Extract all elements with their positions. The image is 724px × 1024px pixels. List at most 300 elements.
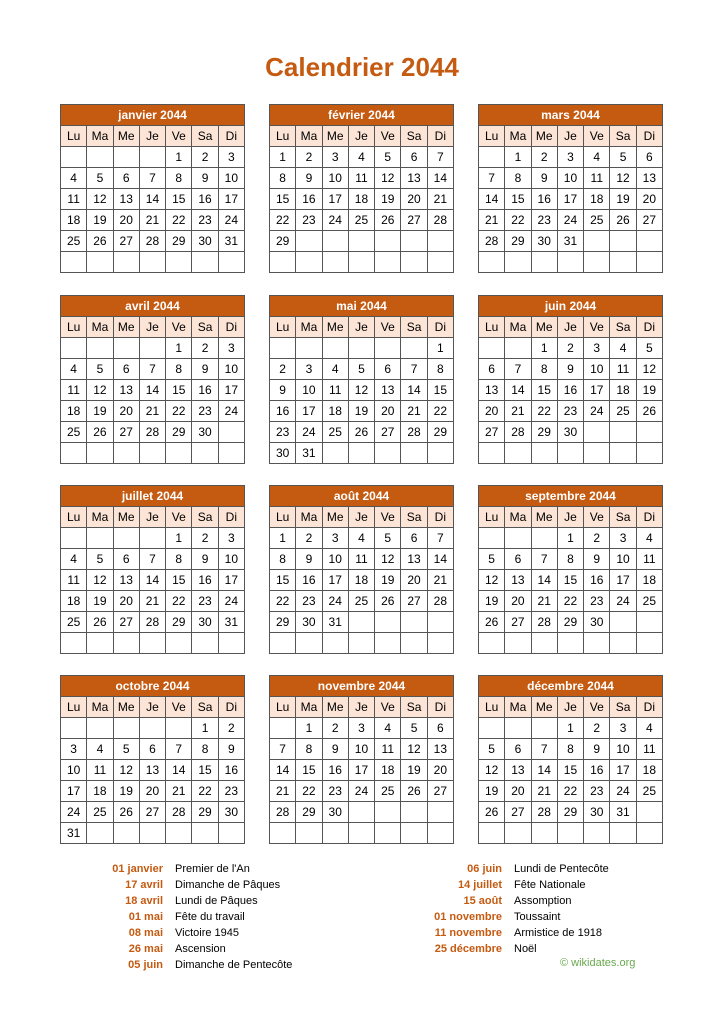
day-cell: 24 (322, 210, 348, 231)
day-cell: 29 (166, 231, 192, 252)
day-cell (270, 823, 296, 844)
day-cell: 21 (427, 189, 453, 210)
month-title: juin 2044 (479, 296, 663, 317)
day-cell: 18 (636, 760, 662, 781)
day-cell (113, 338, 139, 359)
day-cell (375, 823, 401, 844)
day-cell: 14 (427, 549, 453, 570)
day-cell (610, 823, 636, 844)
day-cell: 4 (87, 739, 113, 760)
day-cell: 29 (192, 802, 218, 823)
holiday-date: 17 avril (125, 879, 163, 891)
day-cell: 25 (322, 422, 348, 443)
holiday-name: Toussaint (514, 911, 561, 923)
day-cell (218, 252, 244, 273)
day-cell: 25 (636, 781, 662, 802)
day-cell: 9 (192, 549, 218, 570)
day-cell: 6 (505, 549, 531, 570)
day-cell: 27 (375, 422, 401, 443)
day-cell: 23 (322, 781, 348, 802)
holiday-name: Victoire 1945 (175, 927, 240, 939)
day-cell: 2 (531, 147, 557, 168)
month-calendar (269, 104, 454, 273)
weekday-header: Me (113, 697, 139, 718)
day-cell: 4 (61, 168, 87, 189)
month-title: décembre 2044 (479, 676, 663, 697)
day-cell: 19 (479, 781, 505, 802)
day-cell (479, 443, 505, 464)
day-cell (113, 633, 139, 654)
day-cell: 28 (139, 422, 165, 443)
day-cell: 2 (192, 528, 218, 549)
month-calendar (478, 485, 663, 654)
day-cell: 25 (87, 802, 113, 823)
day-cell: 20 (636, 189, 662, 210)
day-cell: 26 (610, 210, 636, 231)
day-cell (427, 823, 453, 844)
day-cell (348, 338, 374, 359)
day-cell (557, 443, 583, 464)
day-cell: 20 (401, 570, 427, 591)
holiday-date: 14 juillet (457, 879, 502, 891)
day-cell (139, 443, 165, 464)
day-cell (322, 252, 348, 273)
day-cell: 15 (557, 570, 583, 591)
day-cell: 17 (610, 760, 636, 781)
day-cell: 25 (348, 210, 374, 231)
day-cell (139, 718, 165, 739)
day-cell (87, 823, 113, 844)
day-cell (531, 718, 557, 739)
day-cell (531, 823, 557, 844)
day-cell (270, 252, 296, 273)
month-title: novembre 2044 (270, 676, 454, 697)
weekday-header: Di (427, 126, 453, 147)
weekday-header: Ve (584, 126, 610, 147)
day-cell: 26 (87, 612, 113, 633)
day-cell: 11 (636, 739, 662, 760)
day-cell (505, 443, 531, 464)
day-cell: 13 (479, 380, 505, 401)
day-cell: 20 (113, 591, 139, 612)
day-cell: 18 (322, 401, 348, 422)
day-cell: 23 (270, 422, 296, 443)
day-cell (139, 528, 165, 549)
day-cell: 29 (557, 612, 583, 633)
day-cell (270, 718, 296, 739)
day-cell: 15 (166, 570, 192, 591)
day-cell: 22 (557, 591, 583, 612)
month-title: mai 2044 (270, 296, 454, 317)
day-cell: 28 (166, 802, 192, 823)
day-cell: 15 (166, 380, 192, 401)
day-cell (87, 147, 113, 168)
day-cell: 24 (322, 591, 348, 612)
day-cell: 20 (479, 401, 505, 422)
day-cell: 6 (401, 147, 427, 168)
day-cell: 14 (479, 189, 505, 210)
day-cell: 12 (636, 359, 662, 380)
weekday-header: Ma (87, 697, 113, 718)
day-cell: 2 (322, 718, 348, 739)
day-cell: 30 (531, 231, 557, 252)
day-cell (375, 231, 401, 252)
holiday-date: 05 juin (128, 959, 163, 971)
day-cell (296, 823, 322, 844)
day-cell: 20 (505, 591, 531, 612)
day-cell: 7 (531, 739, 557, 760)
day-cell: 26 (348, 422, 374, 443)
day-cell: 6 (505, 739, 531, 760)
weekday-header: Je (139, 697, 165, 718)
day-cell (113, 823, 139, 844)
weekday-header: Je (557, 126, 583, 147)
weekday-header: Di (427, 507, 453, 528)
day-cell (479, 718, 505, 739)
weekday-header: Ma (296, 697, 322, 718)
day-cell: 29 (531, 422, 557, 443)
weekday-header: Lu (479, 126, 505, 147)
day-cell: 30 (192, 612, 218, 633)
day-cell: 11 (348, 549, 374, 570)
day-cell (610, 231, 636, 252)
day-cell (505, 252, 531, 273)
day-cell: 8 (505, 168, 531, 189)
day-cell: 16 (270, 401, 296, 422)
day-cell (348, 633, 374, 654)
day-cell (401, 612, 427, 633)
day-cell: 20 (427, 760, 453, 781)
day-cell (636, 633, 662, 654)
day-cell (61, 252, 87, 273)
day-cell: 1 (505, 147, 531, 168)
month-title: septembre 2044 (479, 486, 663, 507)
weekday-header: Lu (270, 697, 296, 718)
day-cell: 6 (427, 718, 453, 739)
day-cell: 24 (61, 802, 87, 823)
day-cell: 15 (296, 760, 322, 781)
day-cell: 28 (139, 612, 165, 633)
day-cell: 25 (61, 231, 87, 252)
day-cell: 5 (87, 549, 113, 570)
day-cell: 21 (427, 570, 453, 591)
day-cell (218, 443, 244, 464)
weekday-header: Je (557, 507, 583, 528)
day-cell: 22 (192, 781, 218, 802)
holiday-date: 25 décembre (434, 943, 502, 955)
day-cell: 27 (401, 210, 427, 231)
day-cell (375, 338, 401, 359)
month-title: mars 2044 (479, 105, 663, 126)
day-cell: 18 (610, 380, 636, 401)
day-cell: 13 (636, 168, 662, 189)
day-cell (296, 338, 322, 359)
holiday-name: Lundi de Pâques (175, 895, 258, 907)
day-cell: 21 (401, 401, 427, 422)
day-cell: 16 (584, 760, 610, 781)
day-cell: 9 (192, 359, 218, 380)
day-cell (636, 422, 662, 443)
day-cell: 20 (375, 401, 401, 422)
weekday-header: Ma (505, 317, 531, 338)
day-cell: 1 (557, 718, 583, 739)
day-cell: 23 (584, 591, 610, 612)
day-cell: 6 (113, 549, 139, 570)
holidays-right-column (398, 861, 609, 957)
day-cell: 5 (401, 718, 427, 739)
day-cell: 30 (218, 802, 244, 823)
day-cell (479, 147, 505, 168)
day-cell: 19 (479, 591, 505, 612)
day-cell: 27 (505, 612, 531, 633)
day-cell (636, 823, 662, 844)
day-cell: 7 (139, 549, 165, 570)
day-cell: 13 (505, 570, 531, 591)
day-cell: 30 (192, 422, 218, 443)
day-cell: 12 (375, 168, 401, 189)
day-cell: 30 (192, 231, 218, 252)
day-cell: 2 (192, 338, 218, 359)
day-cell: 29 (270, 612, 296, 633)
day-cell: 9 (218, 739, 244, 760)
day-cell (610, 633, 636, 654)
day-cell: 14 (427, 168, 453, 189)
day-cell: 30 (557, 422, 583, 443)
weekday-header: Di (218, 126, 244, 147)
day-cell: 23 (192, 401, 218, 422)
day-cell: 5 (375, 528, 401, 549)
day-cell: 30 (322, 802, 348, 823)
weekday-header: Me (531, 697, 557, 718)
day-cell: 7 (531, 549, 557, 570)
weekday-header: Lu (61, 126, 87, 147)
day-cell: 18 (348, 570, 374, 591)
day-cell: 26 (479, 612, 505, 633)
day-cell (584, 422, 610, 443)
day-cell: 29 (166, 422, 192, 443)
day-cell: 23 (296, 591, 322, 612)
day-cell (296, 633, 322, 654)
day-cell: 20 (505, 781, 531, 802)
holiday-name: Premier de l'An (175, 863, 250, 875)
day-cell: 24 (584, 401, 610, 422)
day-cell: 18 (61, 210, 87, 231)
day-cell: 27 (113, 231, 139, 252)
day-cell: 25 (375, 781, 401, 802)
weekday-header: Me (322, 697, 348, 718)
weekday-header: Di (636, 317, 662, 338)
day-cell: 10 (584, 359, 610, 380)
day-cell: 3 (218, 528, 244, 549)
day-cell (427, 612, 453, 633)
day-cell: 19 (610, 189, 636, 210)
day-cell: 4 (348, 147, 374, 168)
day-cell: 10 (610, 739, 636, 760)
day-cell: 7 (139, 359, 165, 380)
day-cell: 4 (610, 338, 636, 359)
day-cell: 13 (139, 760, 165, 781)
day-cell: 1 (192, 718, 218, 739)
holiday-date: 15 août (463, 895, 502, 907)
day-cell: 5 (636, 338, 662, 359)
day-cell: 9 (584, 549, 610, 570)
day-cell (61, 718, 87, 739)
day-cell: 21 (531, 781, 557, 802)
day-cell: 28 (427, 591, 453, 612)
day-cell: 6 (636, 147, 662, 168)
day-cell (61, 147, 87, 168)
weekday-header: Me (531, 317, 557, 338)
day-cell: 3 (296, 359, 322, 380)
day-cell (87, 718, 113, 739)
day-cell: 13 (375, 380, 401, 401)
day-cell: 24 (296, 422, 322, 443)
day-cell: 13 (505, 760, 531, 781)
day-cell: 11 (87, 760, 113, 781)
weekday-header: Sa (401, 126, 427, 147)
holiday-date: 06 juin (467, 863, 502, 875)
day-cell: 23 (531, 210, 557, 231)
day-cell: 8 (427, 359, 453, 380)
holiday-row (60, 893, 292, 909)
day-cell: 19 (375, 570, 401, 591)
holiday-name: Fête du travail (175, 911, 245, 923)
day-cell: 29 (296, 802, 322, 823)
day-cell: 24 (610, 781, 636, 802)
day-cell: 13 (113, 570, 139, 591)
day-cell (113, 443, 139, 464)
weekday-header: Di (218, 697, 244, 718)
day-cell: 2 (270, 359, 296, 380)
day-cell: 4 (636, 528, 662, 549)
day-cell: 21 (139, 401, 165, 422)
day-cell (192, 823, 218, 844)
day-cell: 4 (636, 718, 662, 739)
day-cell: 13 (401, 549, 427, 570)
day-cell (427, 231, 453, 252)
day-cell: 3 (348, 718, 374, 739)
day-cell: 31 (218, 612, 244, 633)
day-cell (401, 252, 427, 273)
weekday-header: Je (348, 126, 374, 147)
day-cell: 6 (401, 528, 427, 549)
weekday-header: Di (636, 697, 662, 718)
day-cell: 8 (557, 549, 583, 570)
day-cell: 12 (87, 380, 113, 401)
month-calendar (478, 295, 663, 464)
day-cell (479, 823, 505, 844)
day-cell: 20 (113, 210, 139, 231)
day-cell (505, 338, 531, 359)
weekday-header: Ve (375, 126, 401, 147)
holiday-row (398, 909, 609, 925)
day-cell: 8 (270, 168, 296, 189)
day-cell: 12 (401, 739, 427, 760)
day-cell (610, 422, 636, 443)
day-cell: 1 (427, 338, 453, 359)
day-cell: 20 (113, 401, 139, 422)
day-cell: 24 (557, 210, 583, 231)
day-cell: 28 (531, 612, 557, 633)
day-cell: 22 (557, 781, 583, 802)
day-cell: 22 (531, 401, 557, 422)
day-cell (479, 633, 505, 654)
day-cell: 4 (348, 528, 374, 549)
day-cell: 8 (531, 359, 557, 380)
day-cell (479, 528, 505, 549)
day-cell: 16 (192, 189, 218, 210)
day-cell: 14 (139, 570, 165, 591)
day-cell: 3 (584, 338, 610, 359)
day-cell: 14 (139, 380, 165, 401)
day-cell: 2 (557, 338, 583, 359)
day-cell: 4 (61, 359, 87, 380)
day-cell: 18 (375, 760, 401, 781)
day-cell: 17 (557, 189, 583, 210)
weekday-header: Lu (479, 697, 505, 718)
day-cell: 26 (636, 401, 662, 422)
weekday-header: Lu (61, 317, 87, 338)
day-cell (348, 612, 374, 633)
day-cell: 16 (322, 760, 348, 781)
day-cell (61, 633, 87, 654)
holiday-name: Fête Nationale (514, 879, 586, 891)
holidays-left-column (60, 861, 292, 973)
day-cell: 12 (113, 760, 139, 781)
holiday-name: Dimanche de Pentecôte (175, 959, 293, 971)
day-cell: 27 (113, 422, 139, 443)
weekday-header: Ma (505, 507, 531, 528)
weekday-header: Me (322, 507, 348, 528)
day-cell (375, 633, 401, 654)
weekday-header: Ma (87, 507, 113, 528)
day-cell (636, 612, 662, 633)
day-cell: 29 (427, 422, 453, 443)
day-cell: 9 (584, 739, 610, 760)
day-cell: 31 (296, 443, 322, 464)
day-cell (166, 633, 192, 654)
day-cell (479, 338, 505, 359)
weekday-header: Sa (610, 126, 636, 147)
day-cell: 17 (218, 570, 244, 591)
day-cell: 12 (610, 168, 636, 189)
holiday-name: Lundi de Pentecôte (514, 863, 609, 875)
day-cell: 9 (296, 168, 322, 189)
day-cell (270, 633, 296, 654)
weekday-header: Ma (87, 317, 113, 338)
day-cell: 17 (61, 781, 87, 802)
day-cell: 11 (584, 168, 610, 189)
holiday-date: 01 mai (128, 911, 163, 923)
day-cell: 17 (218, 189, 244, 210)
day-cell: 5 (113, 739, 139, 760)
day-cell (401, 443, 427, 464)
holiday-date: 08 mai (128, 927, 163, 939)
day-cell: 27 (505, 802, 531, 823)
day-cell: 11 (636, 549, 662, 570)
day-cell: 13 (113, 189, 139, 210)
day-cell: 16 (531, 189, 557, 210)
day-cell (427, 633, 453, 654)
day-cell: 29 (270, 231, 296, 252)
weekday-header: Sa (192, 507, 218, 528)
weekday-header: Lu (479, 317, 505, 338)
day-cell: 10 (218, 168, 244, 189)
day-cell: 7 (505, 359, 531, 380)
day-cell: 11 (610, 359, 636, 380)
weekday-header: Je (139, 317, 165, 338)
holiday-row (60, 861, 292, 877)
